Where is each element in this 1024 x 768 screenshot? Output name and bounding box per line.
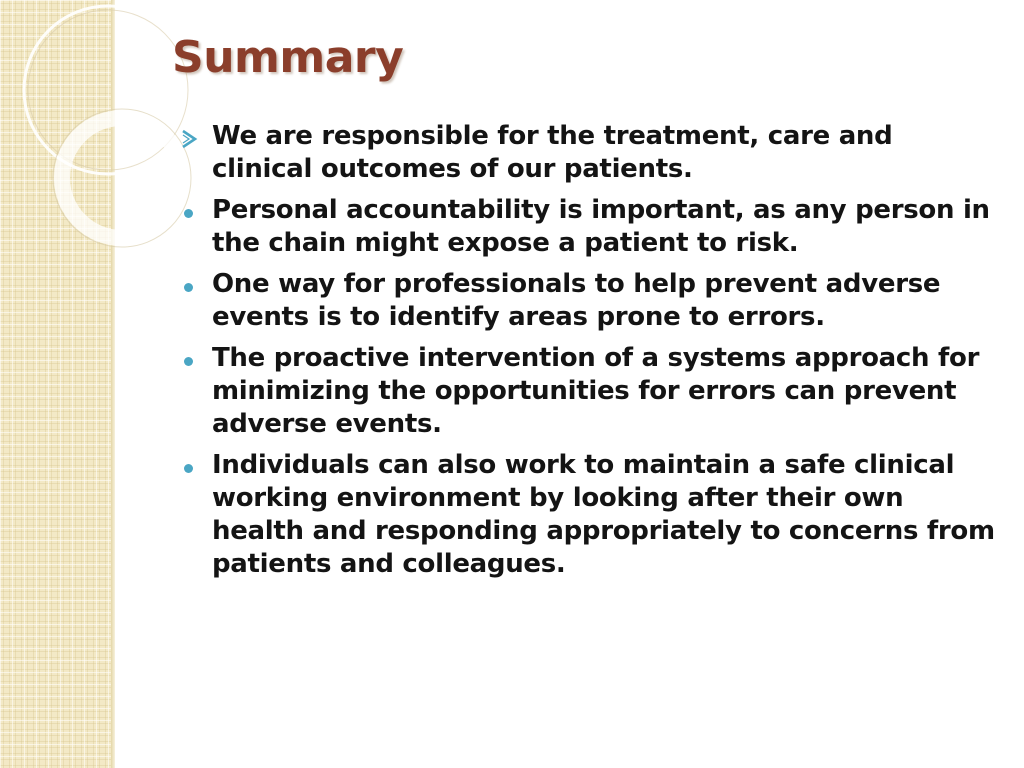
bullet-item (180, 342, 1000, 441)
bullet-text: The proactive intervention of a systems approach for minimizing the opportunities for errors can prevent adverse events. (212, 343, 980, 439)
decorative-rings (0, 0, 170, 260)
dot-icon (180, 342, 212, 375)
slide-title: Summary (172, 32, 404, 83)
bullet-text: One way for professionals to help prevent adverse events is to identify areas prone to errors. (212, 269, 941, 332)
bullet-item (180, 194, 1000, 260)
bullet-text: Personal accountability is important, as any person in the chain might expose a patient to risk. (212, 195, 990, 258)
bullet-item (180, 120, 1000, 186)
chevron-arrow-icon (180, 120, 212, 153)
bullet-text: Individuals can also work to maintain a safe clinical working environment by looking after their own health and responding appropriately to concerns from patients and colleagues. (212, 450, 995, 579)
bullet-list (180, 120, 1000, 589)
dot-icon (180, 268, 212, 301)
bullet-item (180, 268, 1000, 334)
bullet-item (180, 449, 1000, 581)
dot-icon (180, 449, 212, 482)
bullet-text: We are responsible for the treatment, care and clinical outcomes of our patients. (212, 121, 893, 184)
dot-icon (180, 194, 212, 227)
